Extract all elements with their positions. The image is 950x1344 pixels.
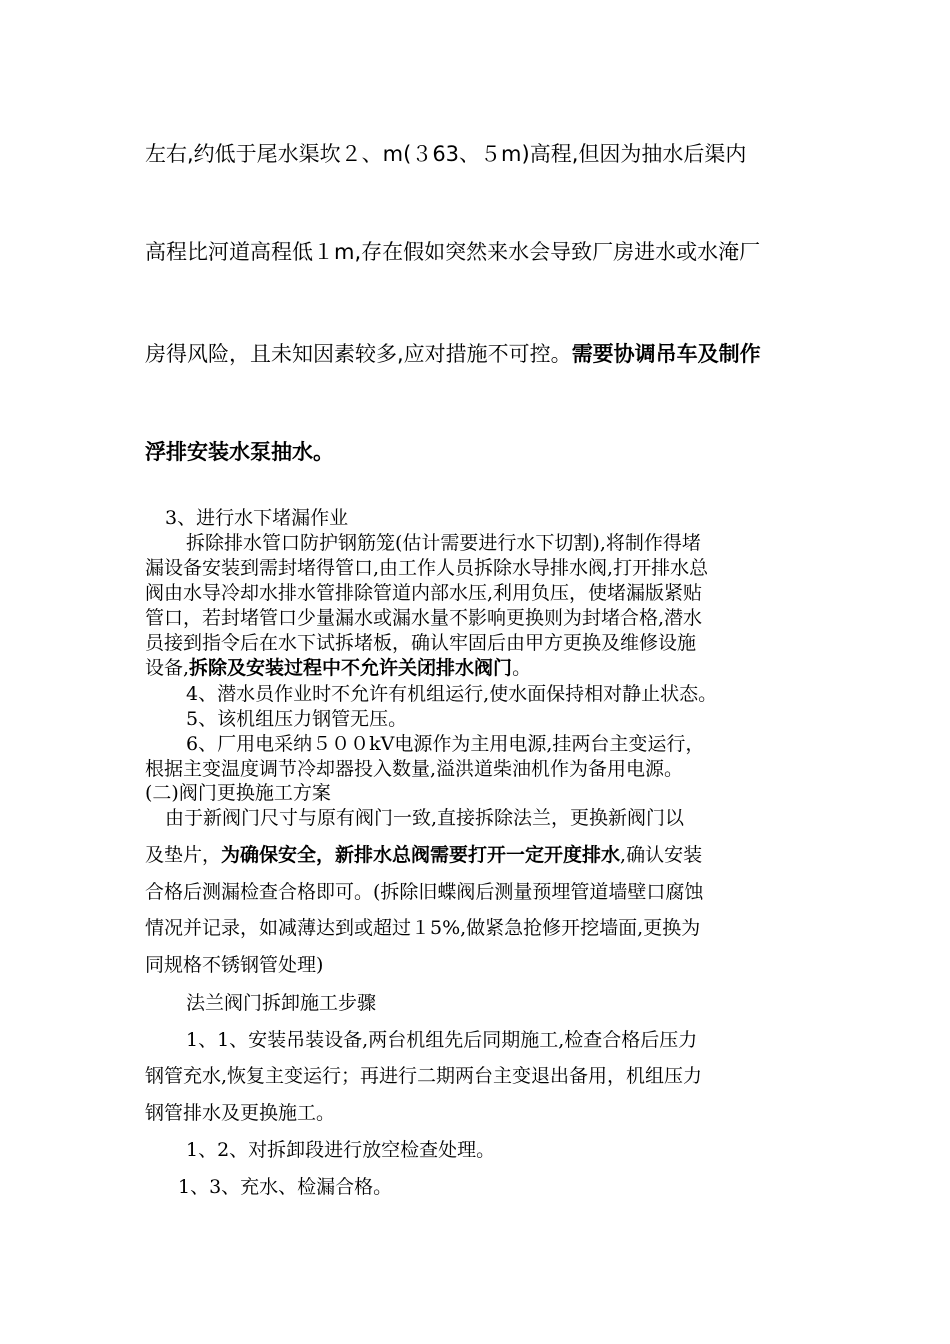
emphasis-text: 为确保安全，新排水总阀需要打开一定开度排水 bbox=[221, 844, 621, 866]
emphasis-text: 拆除及安装过程中不允许关闭排水阀门 bbox=[189, 657, 513, 679]
paragraph-line: 钢管排水及更换施工。 bbox=[145, 1102, 336, 1124]
body-text-line: 高程比河道高程低１m,存在假如突然来水会导致厂房进水或水淹厂 bbox=[145, 240, 761, 264]
paragraph-line: 阀由水导冷却水排水管排除管道内部水压,利用负压，使堵漏版紧贴 bbox=[145, 582, 703, 604]
emphasis-text: 需要协调吊车及制作 bbox=[571, 342, 761, 366]
step-item: 1、1、安装吊装设备,两台机组先后同期施工,检查合格后压力 bbox=[186, 1029, 698, 1051]
body-text: 房得风险，且未知因素较多,应对措施不可控。 bbox=[145, 342, 572, 366]
paragraph-line bbox=[145, 653, 531, 680]
paragraph-line: 拆除排水管口防护钢筋笼(估计需要进行水下切割),将制作得堵 bbox=[186, 532, 701, 554]
body-text-line: 左右,约低于尾水渠坎２、m(３63、５m)高程,但因为抽水后渠内 bbox=[145, 142, 747, 166]
body-text: 及垫片， bbox=[145, 844, 222, 866]
paragraph-line: 由于新阀门尺寸与原有阀门一致,直接拆除法兰，更换新阀门以 bbox=[165, 807, 685, 829]
section-heading: 3、进行水下堵漏作业 bbox=[165, 507, 349, 529]
paragraph-line: 同规格不锈钢管处理) bbox=[145, 954, 324, 976]
sub-heading: 法兰阀门拆卸施工步骤 bbox=[186, 992, 377, 1014]
body-text: ,确认安装 bbox=[620, 844, 703, 866]
body-text-line bbox=[145, 338, 761, 368]
paragraph-line: 钢管充水,恢复主变运行；再进行二期两台主变退出备用，机组压力 bbox=[145, 1065, 703, 1087]
list-item: 4、潜水员作业时不允许有机组运行,使水面保持相对静止状态。 bbox=[186, 683, 718, 705]
paragraph-line: 员接到指令后在水下试拆堵板，确认牢固后由甲方更换及维修设施 bbox=[145, 632, 697, 654]
emphasis-text-line: 浮排安装水泵抽水。 bbox=[145, 440, 334, 464]
paragraph-line: 情况并记录，如减薄达到或超过１5%,做紧急抢修开挖墙面,更换为 bbox=[145, 917, 701, 939]
paragraph-line: 合格后测漏检查合格即可。(拆除旧蝶阀后测量预埋管道墙壁口腐蚀 bbox=[145, 881, 704, 903]
paragraph-line: 根据主变温度调节冷却器投入数量,溢洪道柴油机作为备用电源。 bbox=[145, 758, 684, 780]
step-item: 1、2、对拆卸段进行放空检查处理。 bbox=[186, 1139, 496, 1161]
body-text: 。 bbox=[512, 657, 532, 679]
list-item: 6、厂用电采纳５００kV电源作为主用电源,挂两台主变运行， bbox=[186, 733, 705, 755]
list-item: 5、该机组压力钢管无压。 bbox=[186, 708, 408, 730]
paragraph-line bbox=[145, 840, 702, 867]
body-text: 设备, bbox=[145, 657, 190, 679]
paragraph-line: 漏设备安装到需封堵得管口,由工作人员拆除水导排水阀,打开排水总 bbox=[145, 557, 709, 579]
section-heading: (二)阀门更换施工方案 bbox=[145, 782, 331, 804]
paragraph-line: 管口，若封堵管口少量漏水或漏水量不影响更换则为封堵合格,潜水 bbox=[145, 607, 703, 629]
step-item: 1、3、充水、检漏合格。 bbox=[178, 1176, 393, 1198]
